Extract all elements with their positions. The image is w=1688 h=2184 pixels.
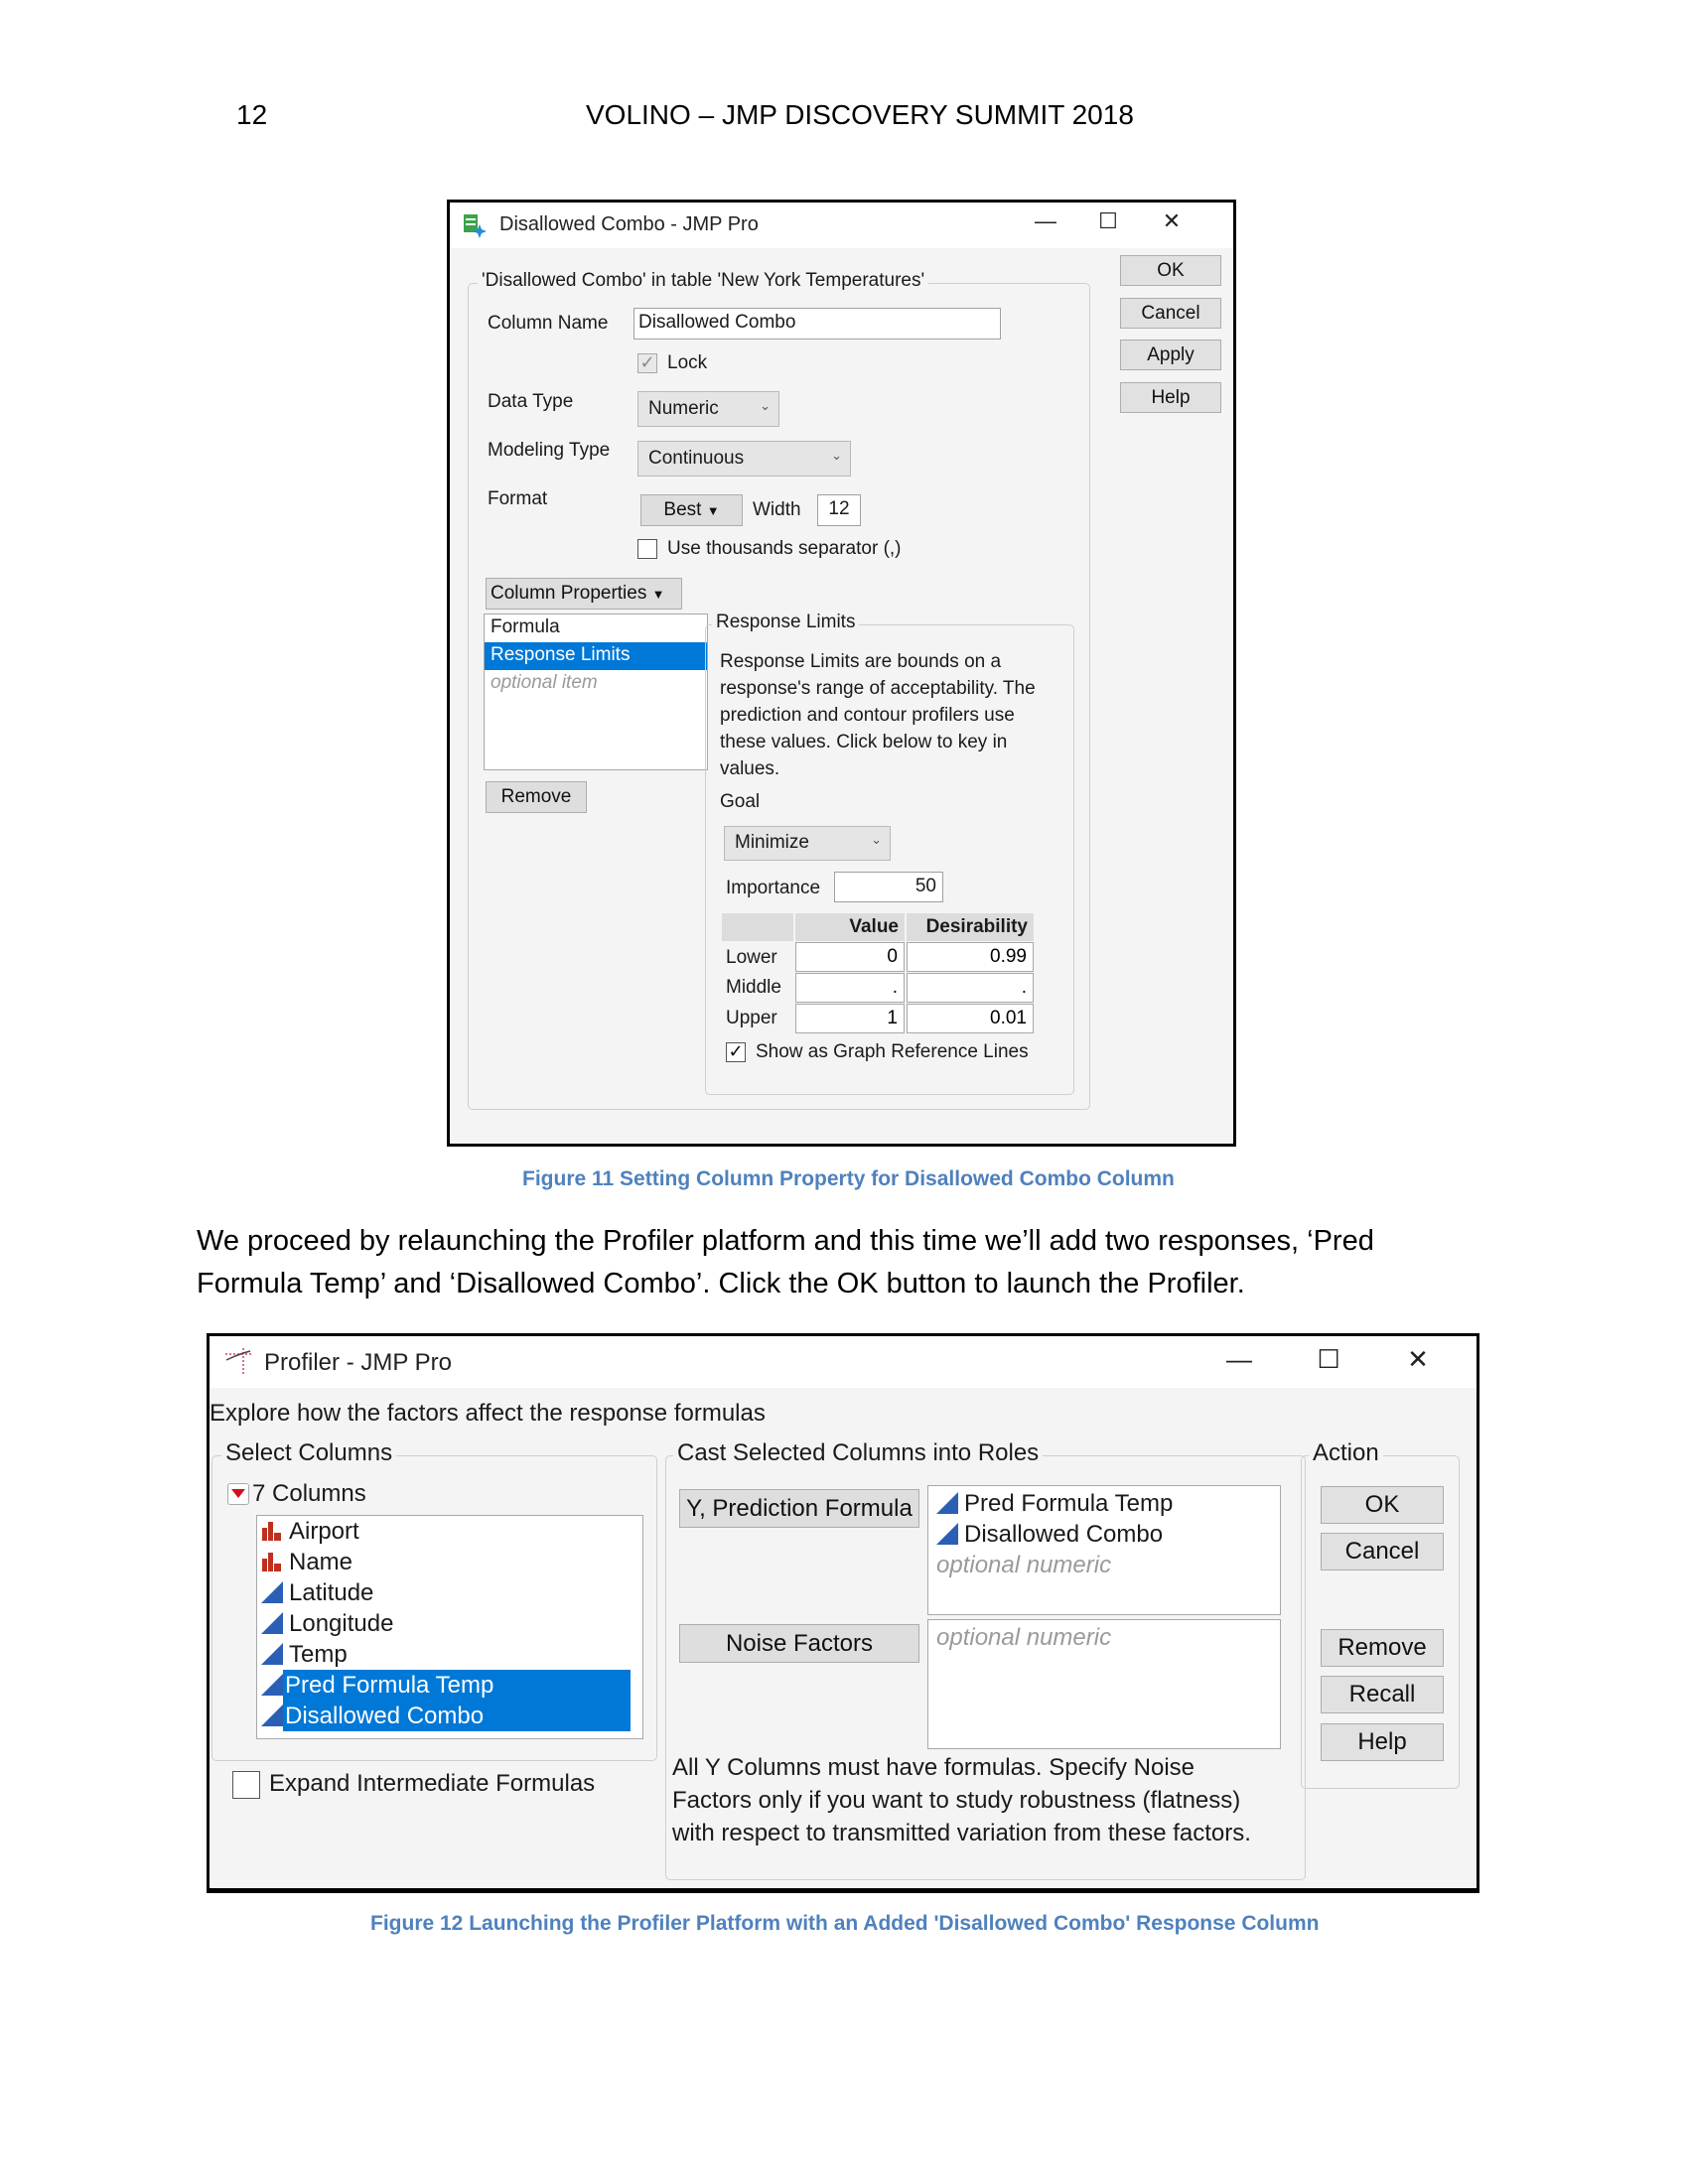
upper-value-cell[interactable]: 1 <box>795 1004 905 1033</box>
middle-value-cell[interactable]: . <box>795 973 905 1003</box>
maximize-button[interactable]: ☐ <box>1098 208 1118 233</box>
column-item-name[interactable] <box>257 1547 642 1577</box>
role-item-name: Disallowed Combo <box>964 1521 1164 1548</box>
continuous-icon <box>261 1581 283 1603</box>
help-button[interactable]: Help <box>1120 382 1221 413</box>
close-button[interactable]: ✕ <box>1162 208 1182 233</box>
column-name: Latitude <box>289 1579 374 1606</box>
column-item-airport[interactable] <box>257 1516 642 1547</box>
ok-button[interactable]: OK <box>1321 1486 1444 1524</box>
format-label: Format <box>488 488 548 509</box>
column-name: Airport <box>289 1518 359 1545</box>
width-label: Width <box>753 499 801 520</box>
lock-label: Lock <box>667 352 708 373</box>
column-item-pred-formula-temp[interactable] <box>257 1670 642 1701</box>
row-label-lower: Lower <box>726 947 777 968</box>
select-columns-title: Select Columns <box>221 1439 396 1467</box>
lower-desirability-cell[interactable]: 0.99 <box>907 942 1034 972</box>
profiler-dialog <box>207 1333 1479 1893</box>
y-role-list[interactable] <box>927 1485 1281 1615</box>
cast-roles-title: Cast Selected Columns into Roles <box>673 1439 1043 1467</box>
importance-field[interactable] <box>834 872 943 902</box>
recall-button[interactable]: Recall <box>1321 1676 1444 1713</box>
expand-formulas-label: Expand Intermediate Formulas <box>269 1770 596 1797</box>
window-title: Disallowed Combo - JMP Pro <box>499 213 759 235</box>
y-role-item[interactable] <box>936 1488 1272 1519</box>
cancel-button[interactable]: Cancel <box>1120 298 1221 329</box>
column-name: Longitude <box>289 1610 394 1637</box>
remove-property-button[interactable]: Remove <box>486 781 587 813</box>
lock-checkbox[interactable]: ✓ <box>637 353 657 373</box>
column-name: Name <box>289 1549 353 1575</box>
goal-label: Goal <box>720 791 761 812</box>
continuous-icon <box>936 1492 958 1514</box>
continuous-icon <box>936 1523 958 1545</box>
column-name: Pred Formula Temp <box>283 1670 631 1701</box>
importance-value: 50 <box>914 876 936 896</box>
description-line: response's range of acceptability. The <box>720 678 1036 699</box>
properties-list[interactable] <box>484 614 708 770</box>
apply-button[interactable]: Apply <box>1120 340 1221 370</box>
minimize-button[interactable]: — <box>1035 208 1056 233</box>
row-label-middle: Middle <box>726 977 781 998</box>
figure-11-caption: Figure 11 Setting Column Property for Disallowed Combo Column <box>522 1167 1175 1190</box>
modeling-type-label: Modeling Type <box>488 440 611 461</box>
response-limits-title: Response Limits <box>712 612 859 633</box>
width-field[interactable] <box>817 494 861 526</box>
y-role-placeholder: optional numeric <box>936 1552 1112 1578</box>
body-paragraph <box>197 1220 1374 1305</box>
goal-value: Minimize <box>735 832 809 853</box>
maximize-button[interactable]: ☐ <box>1317 1344 1340 1374</box>
column-item-disallowed-combo[interactable] <box>257 1701 642 1731</box>
noise-factors-placeholder: optional numeric <box>936 1624 1112 1651</box>
goal-select[interactable] <box>724 826 891 861</box>
description-line: Response Limits are bounds on a <box>720 651 1002 672</box>
chevron-down-icon: ⌄ <box>760 398 771 413</box>
column-info-icon <box>462 212 488 238</box>
thousands-checkbox[interactable] <box>637 539 657 559</box>
property-item-formula[interactable]: Formula <box>491 616 560 637</box>
column-name-label: Column Name <box>488 313 609 334</box>
column-count: 7 Columns <box>252 1480 366 1507</box>
ok-button[interactable]: OK <box>1120 255 1221 286</box>
columns-menu-button[interactable] <box>227 1483 249 1505</box>
title-bar <box>210 1336 1477 1388</box>
group-title: 'Disallowed Combo' in table 'New York Temperatures' <box>478 270 928 292</box>
column-properties-button[interactable] <box>486 578 682 610</box>
y-prediction-formula-button[interactable]: Y, Prediction Formula <box>679 1489 919 1528</box>
column-item-latitude[interactable] <box>257 1577 642 1608</box>
property-item-response-limits[interactable]: Response Limits <box>485 642 707 670</box>
width-value: 12 <box>828 498 850 519</box>
format-button[interactable] <box>640 494 743 526</box>
continuous-icon <box>261 1643 283 1665</box>
red-triangle-icon <box>231 1489 245 1498</box>
column-name: Disallowed Combo <box>283 1701 631 1731</box>
chevron-down-icon: ⌄ <box>831 448 842 463</box>
format-value: Best <box>663 499 702 520</box>
reference-lines-checkbox[interactable]: ✓ <box>726 1042 746 1062</box>
role-item-name: Pred Formula Temp <box>964 1490 1174 1517</box>
continuous-icon <box>261 1705 283 1726</box>
dropdown-arrow-icon: ▼ <box>651 587 665 602</box>
noise-factors-button[interactable]: Noise Factors <box>679 1624 919 1663</box>
column-properties-label: Column Properties <box>491 583 647 604</box>
reference-lines-label: Show as Graph Reference Lines <box>756 1041 1029 1062</box>
column-name-field[interactable] <box>633 308 1001 340</box>
modeling-type-select[interactable] <box>637 441 851 477</box>
data-type-label: Data Type <box>488 391 574 412</box>
figure-12-caption: Figure 12 Launching the Profiler Platform with an Added 'Disallowed Combo' Response Column <box>370 1912 1320 1935</box>
importance-label: Importance <box>726 878 821 898</box>
page-number: 12 <box>236 99 268 130</box>
description-line: these values. Click below to key in <box>720 732 1008 752</box>
column-name-value: Disallowed Combo <box>638 312 796 333</box>
middle-desirability-cell[interactable]: . <box>907 973 1034 1003</box>
continuous-icon <box>261 1612 283 1634</box>
description-line: values. <box>720 758 780 779</box>
description-line: prediction and contour profilers use <box>720 705 1015 726</box>
nominal-icon <box>261 1550 283 1571</box>
paragraph-line: We proceed by relaunching the Profiler platform and this time we’ll add two responses, ‘Pred <box>197 1225 1374 1257</box>
note-line: with respect to transmitted variation from these factors. <box>672 1820 1251 1846</box>
nominal-icon <box>261 1519 283 1541</box>
row-label-upper: Upper <box>726 1008 777 1028</box>
close-button[interactable]: ✕ <box>1407 1344 1429 1374</box>
data-type-select[interactable] <box>637 391 779 427</box>
data-type-value: Numeric <box>648 398 719 419</box>
lower-value-cell[interactable]: 0 <box>795 942 905 972</box>
title-bar <box>450 203 1233 248</box>
noise-factors-list[interactable] <box>927 1619 1281 1749</box>
columns-list[interactable] <box>256 1515 643 1739</box>
value-header: Value <box>795 913 905 941</box>
instruction-text: Explore how the factors affect the response formulas <box>210 1400 766 1427</box>
paragraph-line: Formula Temp’ and ‘Disallowed Combo’. Click the OK button to launch the Profiler. <box>197 1268 1245 1299</box>
response-limits-description <box>720 648 1036 782</box>
help-button[interactable]: Help <box>1321 1723 1444 1761</box>
chevron-down-icon: ⌄ <box>871 832 882 847</box>
upper-desirability-cell[interactable]: 0.01 <box>907 1004 1034 1033</box>
expand-formulas-checkbox[interactable] <box>232 1771 260 1799</box>
column-name: Temp <box>289 1641 348 1668</box>
note-line: All Y Columns must have formulas. Specify Noise <box>672 1754 1195 1781</box>
note-line: Factors only if you want to study robustness (flatness) <box>672 1787 1241 1814</box>
cast-roles-note <box>672 1751 1251 1849</box>
desirability-header: Desirability <box>907 913 1034 941</box>
running-title: VOLINO – JMP DISCOVERY SUMMIT 2018 <box>586 99 1134 130</box>
modeling-type-value: Continuous <box>648 448 745 469</box>
y-role-item[interactable] <box>936 1519 1272 1550</box>
remove-button[interactable]: Remove <box>1321 1629 1444 1667</box>
cancel-button[interactable]: Cancel <box>1321 1533 1444 1570</box>
window-title: Profiler - JMP Pro <box>264 1349 452 1376</box>
properties-placeholder: optional item <box>491 672 598 693</box>
action-title: Action <box>1309 1439 1383 1467</box>
thousands-label: Use thousands separator (,) <box>667 538 902 559</box>
minimize-button[interactable]: — <box>1226 1344 1252 1374</box>
column-info-dialog <box>447 200 1236 1147</box>
column-item-longitude[interactable] <box>257 1608 642 1639</box>
column-item-temp[interactable] <box>257 1639 642 1670</box>
dropdown-arrow-icon: ▼ <box>706 503 720 518</box>
continuous-icon <box>261 1674 283 1696</box>
profiler-icon <box>223 1346 253 1376</box>
table-corner <box>722 913 793 941</box>
